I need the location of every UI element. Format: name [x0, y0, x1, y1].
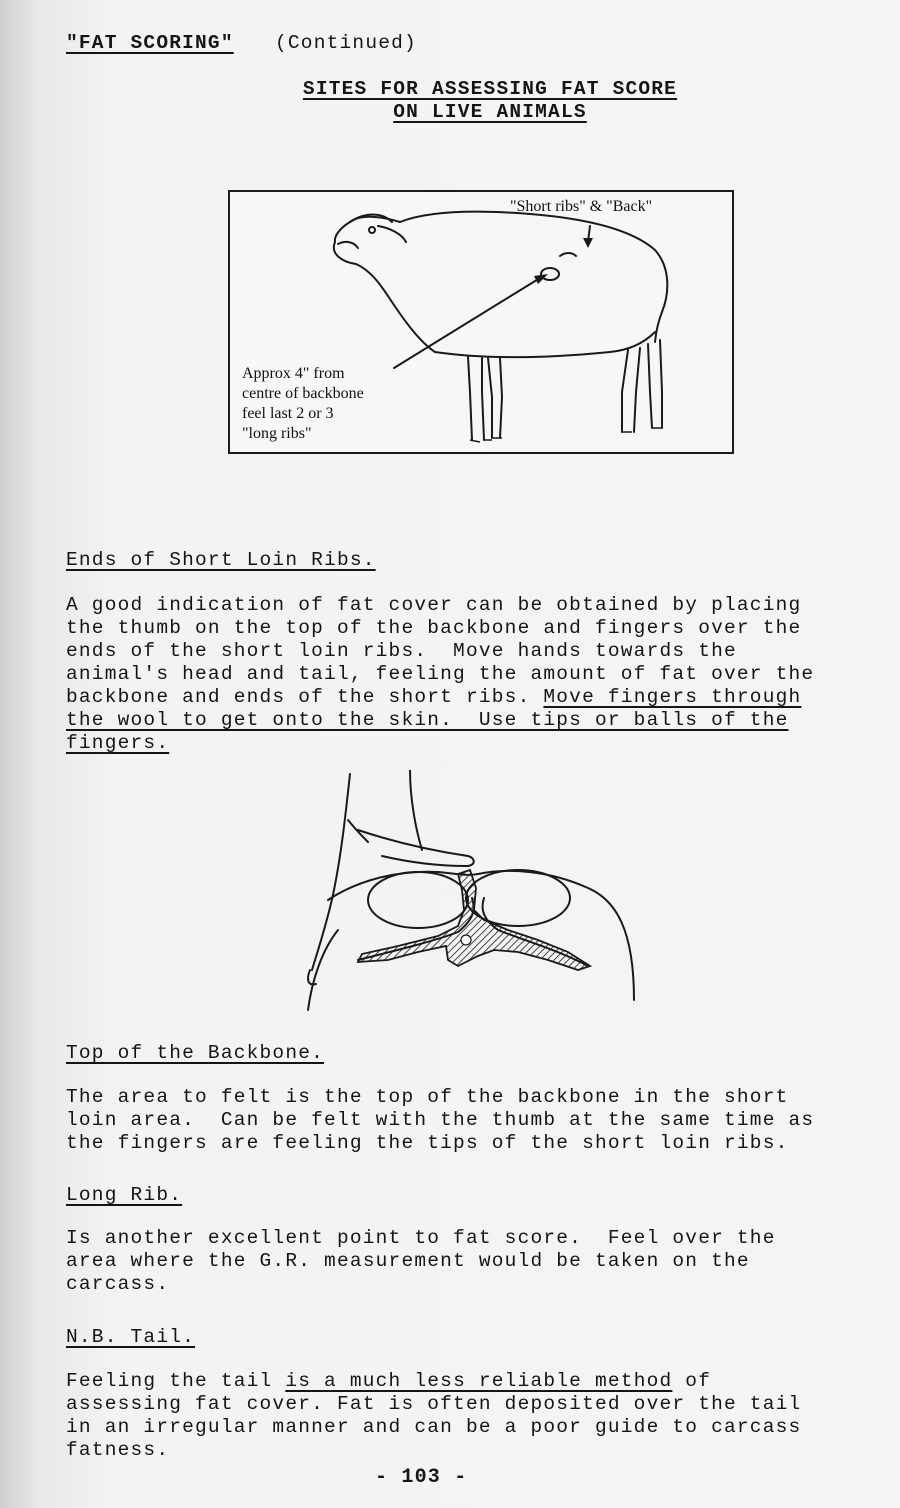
continued-label: (Continued) [275, 32, 417, 54]
paragraph-short-loin-ribs [66, 594, 866, 755]
plain-text: backbone and ends of the short ribs. [66, 686, 544, 708]
emphasized-text: Move fingers through [543, 686, 802, 708]
paragraph-line: ends of the short loin ribs. Move hands towards the [66, 640, 737, 662]
paragraph-line: animal's head and tail, feeling the amount of fat over the [66, 663, 815, 685]
section-label: "FAT SCORING" [66, 32, 234, 54]
paragraph-tail [66, 1370, 866, 1462]
backbone-cross-section-figure [298, 770, 638, 1020]
paragraph-line: loin area. Can be felt with the thumb at the same time as [66, 1109, 815, 1131]
paragraph-line: the fingers are feeling the tips of the short loin ribs. [66, 1132, 789, 1154]
paragraph-top-of-backbone [66, 1086, 866, 1155]
section-heading-short-loin-ribs: Ends of Short Loin Ribs. [66, 549, 376, 571]
paragraph-line: The area to felt is the top of the backbone in the short [66, 1086, 789, 1108]
paragraph-line [66, 1370, 866, 1393]
section-heading-long-rib: Long Rib. [66, 1184, 183, 1206]
callout-line: feel last 2 or 3 [242, 405, 334, 422]
paragraph-line: fatness. [66, 1439, 170, 1461]
long-ribs-callout [242, 364, 364, 444]
callout-line: Approx 4" from [242, 365, 345, 382]
paragraph-long-rib [66, 1227, 866, 1296]
emphasized-text: fingers. [66, 732, 170, 754]
page-title-line-2: ON LIVE ANIMALS [393, 101, 587, 123]
paragraph-line: area where the G.R. measurement would be taken on the [66, 1250, 750, 1272]
page-number: - 103 - [375, 1466, 468, 1489]
callout-line: "long ribs" [242, 425, 312, 442]
paragraph-line: A good indication of fat cover can be obtained by placing [66, 594, 802, 616]
callout-line: centre of backbone [242, 385, 364, 402]
emphasized-line: the wool to get onto the skin. Use tips or balls of the [66, 709, 789, 731]
plain-text: Feeling the tail [66, 1370, 286, 1392]
page-title-line-1: SITES FOR ASSESSING FAT SCORE [302, 78, 678, 100]
short-ribs-back-callout: "Short ribs" & "Back" [510, 198, 653, 215]
paragraph-line: assessing fat cover. Fat is often deposited over the tail [66, 1393, 802, 1415]
sheep-diagram-figure [228, 190, 734, 454]
paragraph-line [66, 732, 866, 755]
paragraph-line: the thumb on the top of the backbone and fingers over the [66, 617, 802, 639]
section-heading-tail: N.B. Tail. [66, 1326, 196, 1348]
plain-text: of [672, 1370, 712, 1392]
emphasized-text: is a much less reliable method [285, 1370, 673, 1392]
paragraph-line [66, 686, 866, 709]
paragraph-line: carcass. [66, 1273, 170, 1295]
paragraph-line: in an irregular manner and can be a poor guide to carcass [66, 1416, 802, 1438]
paragraph-line: Is another excellent point to fat score. Feel over the [66, 1227, 776, 1249]
section-heading-top-of-backbone: Top of the Backbone. [66, 1042, 325, 1064]
